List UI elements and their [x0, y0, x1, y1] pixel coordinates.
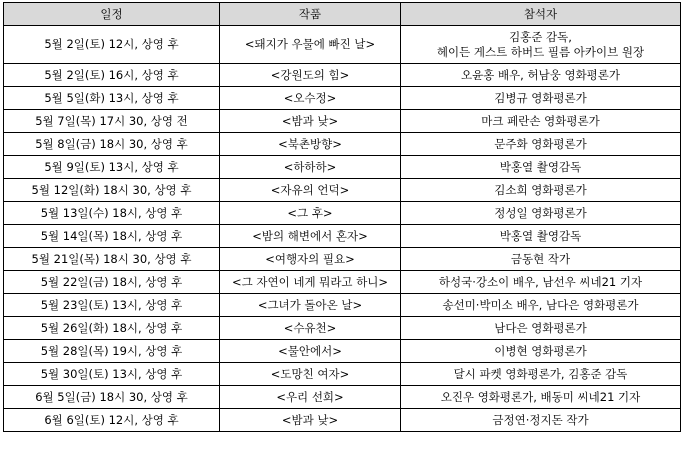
- schedule-table: [3, 2, 681, 432]
- guest-line: 박홍열 촬영감독: [499, 228, 582, 243]
- guest-line: 오진우 영화평론가, 배동미 씨네21 기자: [440, 389, 641, 404]
- cell-guests: [401, 248, 681, 271]
- guest-line: 박홍열 촬영감독: [499, 159, 582, 174]
- cell-title: <여행자의 필요>: [220, 248, 401, 271]
- guest-line: 마크 페란손 영화평론가: [481, 113, 600, 128]
- cell-schedule: 5월 2일(토) 12시, 상영 후: [4, 26, 220, 64]
- cell-title: <돼지가 우물에 빠진 날>: [220, 26, 401, 64]
- guest-line: 문주화 영화평론가: [494, 136, 587, 151]
- table-row: [4, 248, 681, 271]
- cell-guests: [401, 386, 681, 409]
- cell-guests: [401, 409, 681, 432]
- cell-guests: [401, 64, 681, 87]
- guest-line: 하성국·강소이 배우, 남선우 씨네21 기자: [438, 274, 643, 289]
- guest-line: 헤이든 게스트 하버드 필름 아카이브 원장: [436, 44, 645, 59]
- cell-title: <자유의 언덕>: [220, 179, 401, 202]
- header-title: 작품: [220, 3, 401, 26]
- cell-schedule: 5월 7일(목) 17시 30, 상영 전: [4, 110, 220, 133]
- cell-guests: [401, 202, 681, 225]
- table-row: [4, 110, 681, 133]
- cell-title: <물안에서>: [220, 340, 401, 363]
- cell-schedule: 5월 26일(화) 18시, 상영 후: [4, 317, 220, 340]
- cell-guests: [401, 340, 681, 363]
- table-header-row: [4, 3, 681, 26]
- table-row: [4, 340, 681, 363]
- cell-schedule: 5월 9일(토) 13시, 상영 후: [4, 156, 220, 179]
- guest-line: 김병규 영화평론가: [494, 90, 587, 105]
- guest-line: 정성일 영화평론가: [494, 205, 587, 220]
- guest-line: 오윤홍 배우, 허남웅 영화평론가: [460, 67, 621, 82]
- table-row: [4, 133, 681, 156]
- cell-schedule: 5월 13일(수) 18시, 상영 후: [4, 202, 220, 225]
- cell-guests: [401, 294, 681, 317]
- cell-title: <밤과 낮>: [220, 110, 401, 133]
- cell-guests: [401, 363, 681, 386]
- guest-line: 달시 파켓 영화평론가, 김홍준 감독: [453, 366, 628, 381]
- cell-title: <그 자연이 네게 뭐라고 하니>: [220, 271, 401, 294]
- table-row: [4, 64, 681, 87]
- table-row: [4, 409, 681, 432]
- cell-title: <그녀가 돌아온 날>: [220, 294, 401, 317]
- guest-line: 금동현 작가: [510, 251, 571, 266]
- table-row: [4, 294, 681, 317]
- cell-guests: [401, 317, 681, 340]
- table-row: [4, 179, 681, 202]
- guest-line: 금정연·정지돈 작가: [492, 412, 589, 427]
- table-row: [4, 271, 681, 294]
- table-row: [4, 225, 681, 248]
- cell-guests: [401, 271, 681, 294]
- guest-line: 송선미·박미소 배우, 남다은 영화평론가: [442, 297, 639, 312]
- cell-guests: [401, 179, 681, 202]
- cell-title: <수유천>: [220, 317, 401, 340]
- cell-schedule: 5월 12일(화) 18시 30, 상영 후: [4, 179, 220, 202]
- guest-line: 이병현 영화평론가: [494, 343, 587, 358]
- cell-title: <도망친 여자>: [220, 363, 401, 386]
- cell-schedule: 5월 21일(목) 18시 30, 상영 후: [4, 248, 220, 271]
- cell-schedule: 5월 23일(토) 13시, 상영 후: [4, 294, 220, 317]
- cell-schedule: 5월 28일(목) 19시, 상영 후: [4, 340, 220, 363]
- cell-guests: [401, 225, 681, 248]
- table-body: [4, 26, 681, 432]
- cell-title: <강원도의 힘>: [220, 64, 401, 87]
- cell-title: <그 후>: [220, 202, 401, 225]
- cell-guests: [401, 110, 681, 133]
- guest-line: 남다은 영화평론가: [494, 320, 587, 335]
- cell-guests: [401, 26, 681, 64]
- cell-schedule: 5월 14일(목) 18시, 상영 후: [4, 225, 220, 248]
- header-guests: 참석자: [401, 3, 681, 26]
- cell-guests: [401, 133, 681, 156]
- cell-title: <북촌방향>: [220, 133, 401, 156]
- cell-title: <우리 선희>: [220, 386, 401, 409]
- cell-title: <밤의 해변에서 혼자>: [220, 225, 401, 248]
- cell-schedule: 5월 5일(화) 13시, 상영 후: [4, 87, 220, 110]
- cell-guests: [401, 156, 681, 179]
- cell-schedule: 5월 22일(금) 18시, 상영 후: [4, 271, 220, 294]
- cell-schedule: 5월 2일(토) 16시, 상영 후: [4, 64, 220, 87]
- table-row: [4, 87, 681, 110]
- cell-title: <밤과 낮>: [220, 409, 401, 432]
- cell-schedule: 6월 6일(토) 12시, 상영 후: [4, 409, 220, 432]
- cell-schedule: 6월 5일(금) 18시 30, 상영 후: [4, 386, 220, 409]
- table-row: [4, 26, 681, 64]
- guest-line: 김홍준 감독,: [509, 29, 572, 44]
- table-row: [4, 317, 681, 340]
- cell-guests: [401, 87, 681, 110]
- header-schedule: 일정: [4, 3, 220, 26]
- cell-title: <오수정>: [220, 87, 401, 110]
- table-row: [4, 156, 681, 179]
- guest-line: 김소희 영화평론가: [494, 182, 587, 197]
- table-row: [4, 363, 681, 386]
- schedule-table-container: [3, 2, 680, 432]
- cell-title: <하하하>: [220, 156, 401, 179]
- table-row: [4, 202, 681, 225]
- cell-schedule: 5월 8일(금) 18시 30, 상영 후: [4, 133, 220, 156]
- table-row: [4, 386, 681, 409]
- cell-schedule: 5월 30일(토) 13시, 상영 후: [4, 363, 220, 386]
